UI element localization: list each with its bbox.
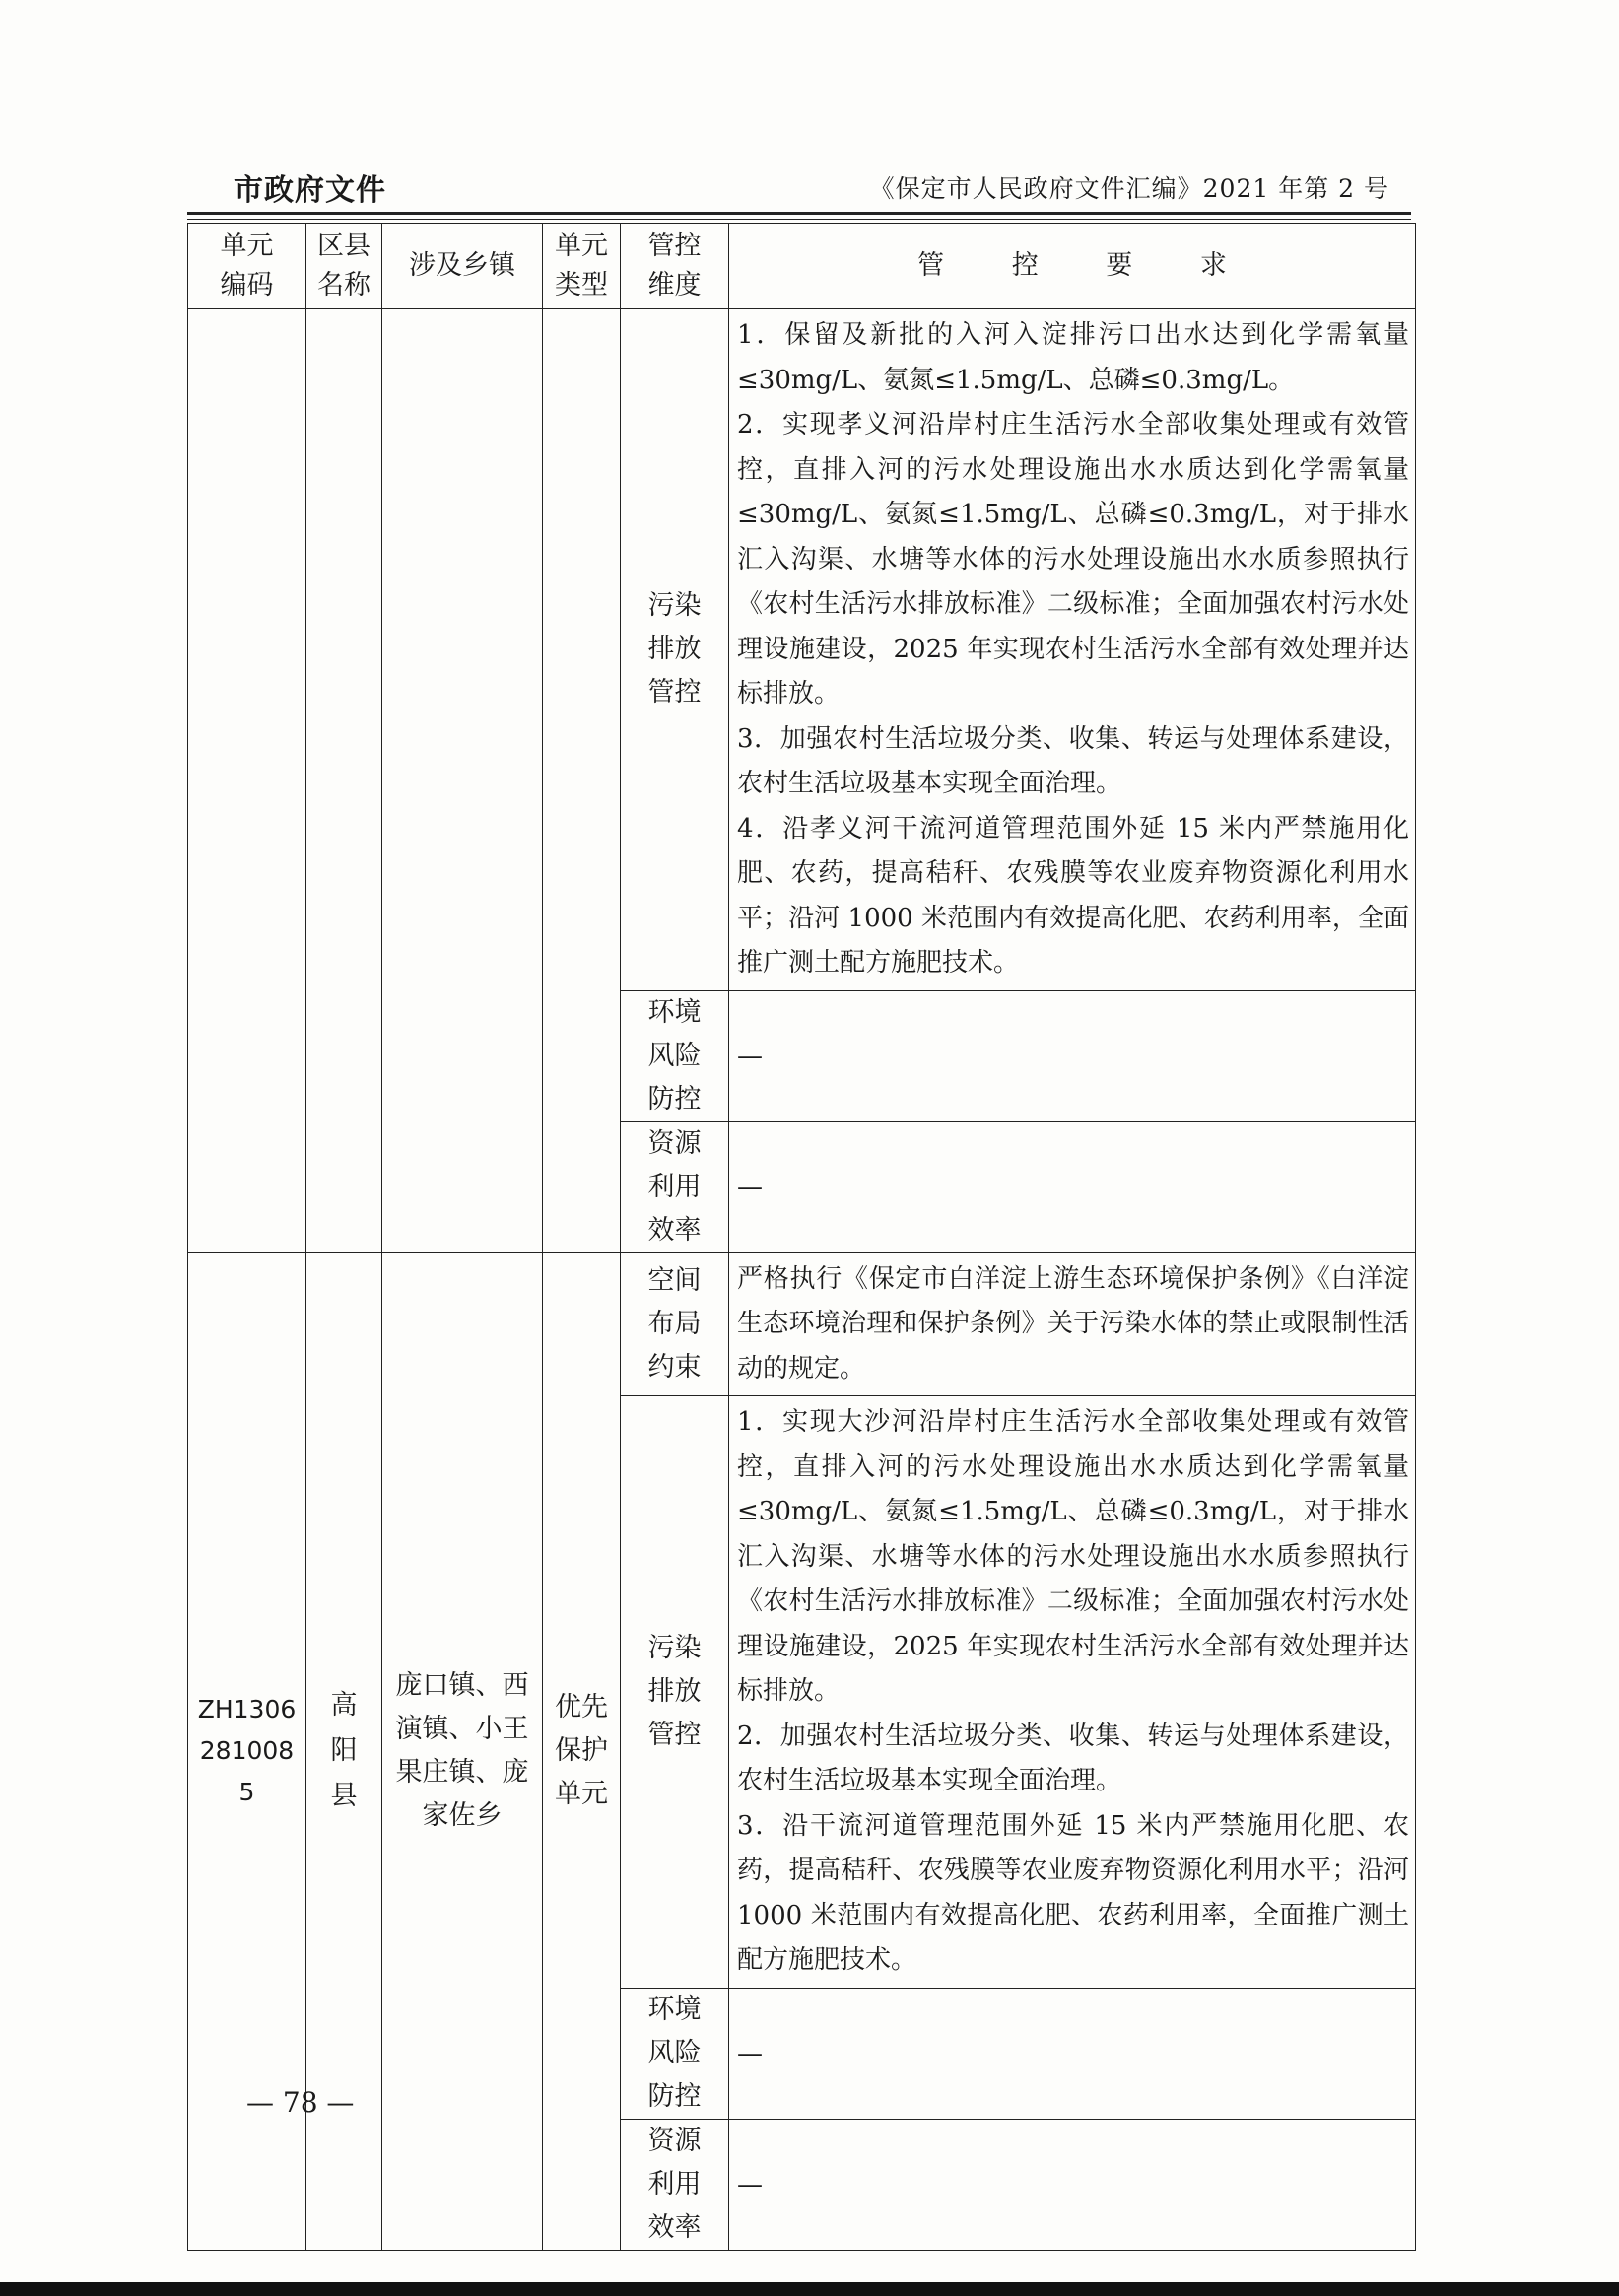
header-control-dimension: 管控维度 bbox=[621, 224, 729, 309]
requirement-paragraph: 2．加强农村生活垃圾分类、收集、转运与处理体系建设，农村生活垃圾基本实现全面治理。 bbox=[737, 1721, 1409, 1795]
table-row bbox=[188, 309, 1416, 991]
header-rule-thin bbox=[187, 219, 1411, 220]
unit-code-cell: ZH13062810085 bbox=[188, 1252, 306, 2250]
header-unit-type: 单元类型 bbox=[543, 224, 621, 309]
unit-code-cell-continued bbox=[188, 309, 306, 1253]
header-rule-thick bbox=[187, 212, 1411, 215]
dimension-environmental-risk: 环境风险防控 bbox=[621, 990, 729, 1121]
county-cell-continued bbox=[306, 309, 382, 1253]
requirement-paragraph: 严格执行《保定市白洋淀上游生态环境保护条例》《白洋淀生态环境治理和保护条例》关于污染水体的禁止或限制性活动的规定。 bbox=[737, 1263, 1409, 1384]
requirement-paragraph: 1．实现大沙河沿岸村庄生活污水全部收集处理或有效管控，直排入河的污水处理设施出水水质达到化学需氧量≤30mg/L、氨氮≤1.5mg/L、总磷≤0.3mg/L，对于排水汇入沟渠、水塘等水体的污水处理设施出水水质参照执行《农村生活污水排放标准》二级标准；全面加强农村污水处理设施建设，2025 年实现农村生活污水全部有效处理并达标排放。 bbox=[737, 1407, 1409, 1706]
header-unit-code: 单元编码 bbox=[188, 224, 306, 309]
requirement-paragraph: 3．沿干流河道管理范围外延 15 米内严禁施用化肥、农药，提高秸秆、农残膜等农业废弃物资源化利用水平；沿河 1000 米范围内有效提高化肥、农药利用率，全面推广测土配方施肥技术。 bbox=[737, 1810, 1409, 1975]
requirements-pollution-discharge bbox=[729, 1396, 1416, 1989]
header-towns: 涉及乡镇 bbox=[382, 224, 543, 309]
requirement-paragraph: 4．沿孝义河干流河道管理范围外延 15 米内严禁施用化肥、农药，提高秸秆、农残膜等农业废弃物资源化利用水平；沿河 1000 米范围内有效提高化肥、农药利用率，全面推广测土配方施肥技术。 bbox=[737, 813, 1409, 978]
document-section-label: 市政府文件 bbox=[234, 173, 386, 208]
requirements-environmental-risk: — bbox=[729, 1988, 1416, 2119]
dimension-pollution-discharge: 污染排放管控 bbox=[621, 309, 729, 991]
dimension-spatial-layout: 空间布局约束 bbox=[621, 1252, 729, 1396]
dimension-resource-efficiency: 资源利用效率 bbox=[621, 2119, 729, 2250]
table-header-row bbox=[188, 224, 1416, 309]
table-row bbox=[188, 1252, 1416, 1396]
requirement-paragraph: 1．保留及新批的入河入淀排污口出水达到化学需氧量≤30mg/L、氨氮≤1.5mg/L、总磷≤0.3mg/L。 bbox=[737, 320, 1409, 395]
dimension-environmental-risk: 环境风险防控 bbox=[621, 1988, 729, 2119]
dimension-pollution-discharge: 污染排放管控 bbox=[621, 1396, 729, 1989]
publication-title: 《保定市人民政府文件汇编》2021 年第 2 号 bbox=[869, 174, 1389, 203]
towns-cell: 庞口镇、西演镇、小王果庄镇、庞家佐乡 bbox=[382, 1252, 543, 2250]
scan-edge-band bbox=[0, 2282, 1619, 2296]
requirements-spatial-layout bbox=[729, 1252, 1416, 1396]
requirement-paragraph: 2．实现孝义河沿岸村庄生活污水全部收集处理或有效管控，直排入河的污水处理设施出水水质达到化学需氧量≤30mg/L、氨氮≤1.5mg/L、总磷≤0.3mg/L，对于排水汇入沟渠、水塘等水体的污水处理设施出水水质参照执行《农村生活污水排放标准》二级标准；全面加强农村污水处理设施建设，2025 年实现农村生活污水全部有效处理并达标排放。 bbox=[737, 410, 1409, 709]
requirements-pollution-discharge bbox=[729, 309, 1416, 991]
unit-type-cell: 优先保护单元 bbox=[543, 1252, 621, 2250]
requirements-environmental-risk: — bbox=[729, 990, 1416, 1121]
county-cell: 高阳县 bbox=[306, 1252, 382, 2250]
header-control-requirements: 管 控 要 求 bbox=[729, 224, 1416, 309]
unit-type-cell-continued bbox=[543, 309, 621, 1253]
dimension-resource-efficiency: 资源利用效率 bbox=[621, 1121, 729, 1252]
requirements-resource-efficiency: — bbox=[729, 1121, 1416, 1252]
control-requirements-table bbox=[187, 223, 1416, 2251]
header-county-name: 区县名称 bbox=[306, 224, 382, 309]
requirements-resource-efficiency: — bbox=[729, 2119, 1416, 2250]
page-number: — 78 — bbox=[246, 2086, 355, 2119]
requirement-paragraph: 3．加强农村生活垃圾分类、收集、转运与处理体系建设，农村生活垃圾基本实现全面治理。 bbox=[737, 723, 1409, 798]
towns-cell-continued bbox=[382, 309, 543, 1253]
